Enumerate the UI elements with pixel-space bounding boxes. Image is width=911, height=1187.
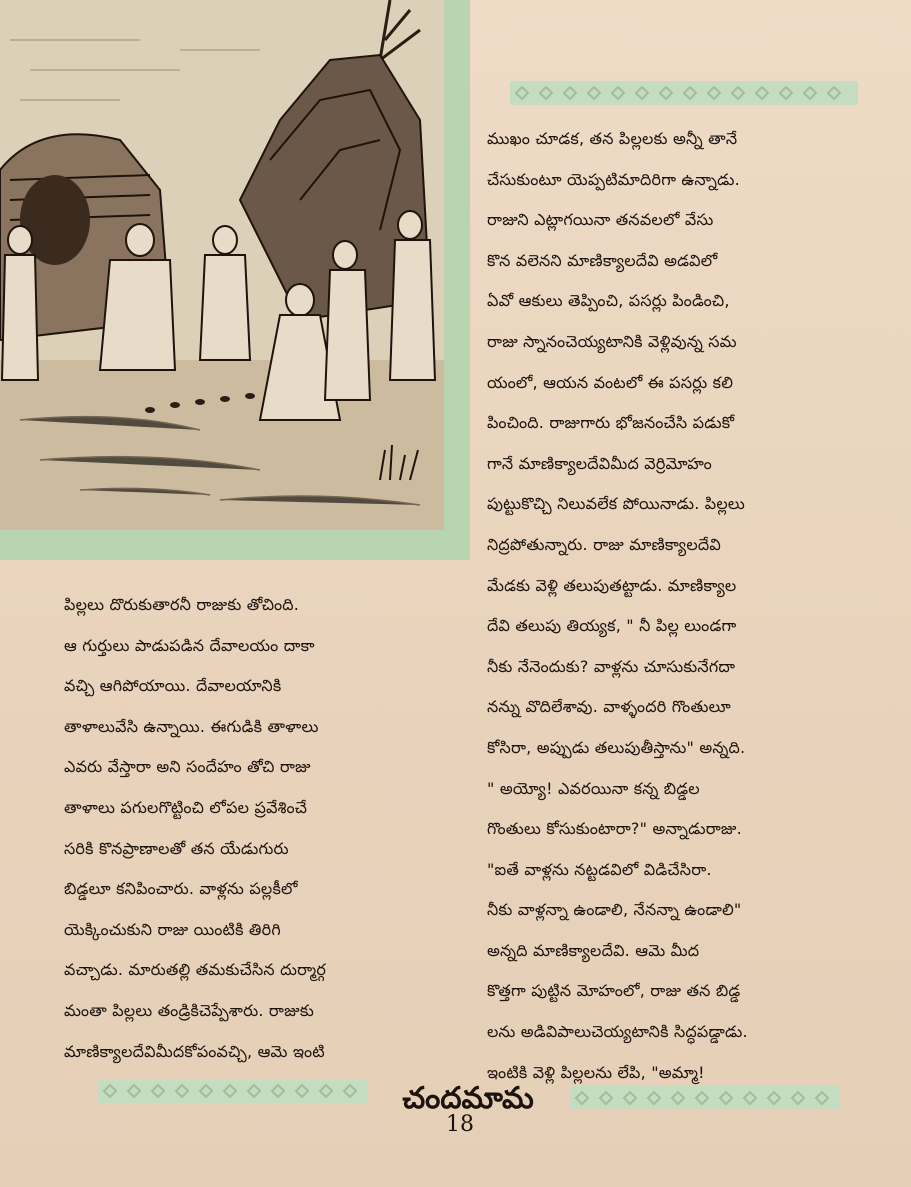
- decorative-band-footer-left: [98, 1079, 368, 1103]
- text-line: ఏవో ఆకులు తెప్పించి, పసర్లు పిండించి,: [487, 291, 730, 311]
- text-column-left: [64, 585, 472, 1072]
- text-line: నీకు నేనెందుకు? వాళ్లను చూసుకునేగదా: [487, 656, 736, 676]
- text-line: అన్నది మాణిక్యాలదేవి. ఆమె మీద: [487, 940, 700, 960]
- magazine-title: చందమామ: [402, 1081, 534, 1116]
- text-line: కొత్తగా పుట్టిన మోహంలో, రాజు తన బిడ్డ: [487, 981, 741, 1001]
- text-column-right: [487, 119, 867, 1093]
- text-line: పిల్లలు దొరుకుతారనీ రాజుకు తోచింది.: [64, 595, 300, 614]
- text-line: "ఐతే వాళ్లను నట్టడవిలో విడిచేసిరా.: [487, 859, 712, 879]
- text-line: పించింది. రాజుగారు భోజనంచేసి పడుకో: [487, 413, 735, 433]
- text-line: పుట్టుకొచ్చి నిలువలేక పోయినాడు. పిల్లలు: [487, 494, 746, 514]
- text-line: గానే మాణిక్యాలదేవిమీద వెర్రిమోహం: [487, 453, 712, 473]
- illustration-frame: [0, 0, 470, 560]
- text-line: సరికి కొనప్రాణాలతో తన యేడుగురు: [64, 838, 289, 858]
- text-line: రాజు స్నానంచెయ్యటానికి వెళ్లివున్న సమ: [487, 331, 737, 351]
- text-line: యంలో, ఆయన వంటలో ఈ పసర్లు కలి: [487, 372, 734, 392]
- text-line: కొన వలెనని మాణిక్యాలదేవి అడవిలో: [487, 250, 718, 270]
- decorative-band-top: [510, 81, 858, 105]
- story-illustration: [0, 0, 444, 530]
- text-line: ఆ గుర్తులు పాడుపడిన దేవాలయం దాకా: [64, 635, 315, 655]
- text-line: " అయ్యో! ఎవరయినా కన్న బిడ్డల: [487, 778, 700, 798]
- text-line: తాళాలు పగులగొట్టించి లోపల ప్రవేశించే: [64, 797, 308, 817]
- text-line: ముఖం చూడక, తన పిల్లలకు అన్నీ తానే: [487, 129, 738, 148]
- text-line: రాజుని ఎట్లాగయినా తనవలలో వేసు: [487, 210, 714, 230]
- text-line: దేవి తలుపు తియ్యక, " నీ పిల్ల లుండగా: [487, 616, 737, 636]
- text-line: తాళాలువేసి ఉన్నాయి. ఈగుడికి తాళాలు: [64, 716, 319, 736]
- text-line: మేడకు వెళ్లి తలుపుతట్టాడు. మాణిక్యాల: [487, 575, 737, 595]
- page-number: 18: [446, 1112, 474, 1137]
- text-line: చేసుకుంటూ యెప్పటిమాదిరిగా ఉన్నాడు.: [487, 169, 740, 189]
- text-line: యెక్కించుకుని రాజు యింటికి తిరిగి: [64, 919, 281, 939]
- text-line: నన్ను వొదిలేశావు. వాళ్ళందరి గొంతులూ: [487, 697, 731, 717]
- text-line: వచ్చి ఆగిపోయాయి. దేవాలయానికి: [64, 676, 282, 696]
- text-line: ఎవరు వేస్తారా అని సందేహం తోచి రాజు: [64, 757, 311, 777]
- text-line: కోసిరా, అప్పుడు తలుపుతీస్తాను" అన్నది.: [487, 737, 746, 757]
- text-line: వచ్చాడు. మారుతల్లి తమకుచేసిన దుర్మార్గ: [64, 960, 327, 980]
- text-line: మాణిక్యాలదేవిమీదకోపంవచ్చి, ఆమె ఇంటి: [64, 1041, 325, 1061]
- text-line: మంతా పిల్లలు తండ్రికిచెప్పేశారు. రాజుకు: [64, 1000, 314, 1020]
- text-line: బిడ్డలూ కనిపించారు. వాళ్లను పల్లకీలో: [64, 879, 298, 899]
- decorative-band-footer-right: [570, 1086, 840, 1110]
- text-line: ఇంటికి వెళ్లి పిల్లలను లేపి, "అమ్మా!: [487, 1062, 705, 1082]
- text-line: గొంతులు కోసుకుంటారా?" అన్నాడురాజు.: [487, 819, 742, 839]
- text-line: లను అడివిపాలుచెయ్యటానికి సిద్ధపడ్డాడు.: [487, 1022, 748, 1042]
- text-line: నీకు వాళ్లన్నా ఉండాలి, నేనన్నా ఉండాలి": [487, 900, 742, 920]
- text-line: నిద్రపోతున్నారు. రాజు మాణిక్యాలదేవి: [487, 534, 721, 554]
